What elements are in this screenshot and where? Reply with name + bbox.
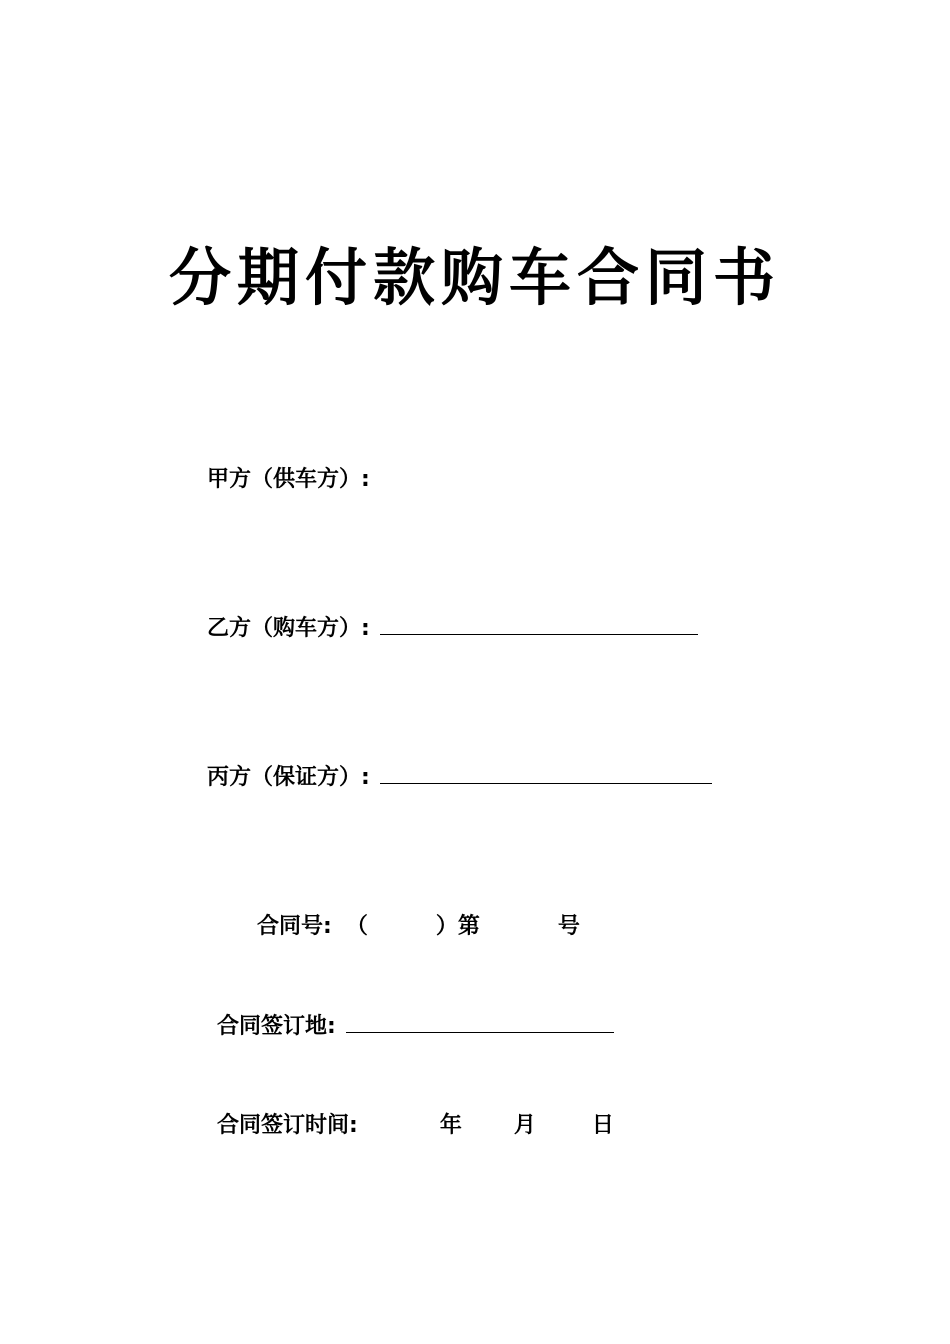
party-c-label: 丙方（保证方）: [207,765,370,790]
contract-no-close-paren: ）第 [435,914,480,939]
signing-day-label: 日 [591,1113,614,1138]
party-a-row [207,462,370,493]
contract-no-row [257,909,580,940]
signing-time-row [217,1108,614,1139]
signing-place-row [217,1009,614,1040]
signing-year-label: 年 [439,1113,462,1138]
document-title: 分期付款购车合同书 [168,241,781,314]
party-b-label: 乙方（购车方）: [207,616,370,641]
contract-no-suffix: 号 [557,914,580,939]
signing-place-label: 合同签订地: [217,1014,336,1039]
party-c-blank-line[interactable] [380,763,712,784]
party-b-blank-line[interactable] [380,614,698,635]
party-a-label: 甲方（供车方）: [207,467,370,492]
signing-place-blank-line[interactable] [346,1012,614,1033]
contract-no-open-paren: （ [345,914,368,939]
party-c-row [207,760,712,791]
party-b-row [207,611,698,642]
contract-no-label: 合同号: [257,914,332,939]
signing-month-label: 月 [513,1113,536,1138]
signing-time-label: 合同签订时间: [217,1113,358,1138]
